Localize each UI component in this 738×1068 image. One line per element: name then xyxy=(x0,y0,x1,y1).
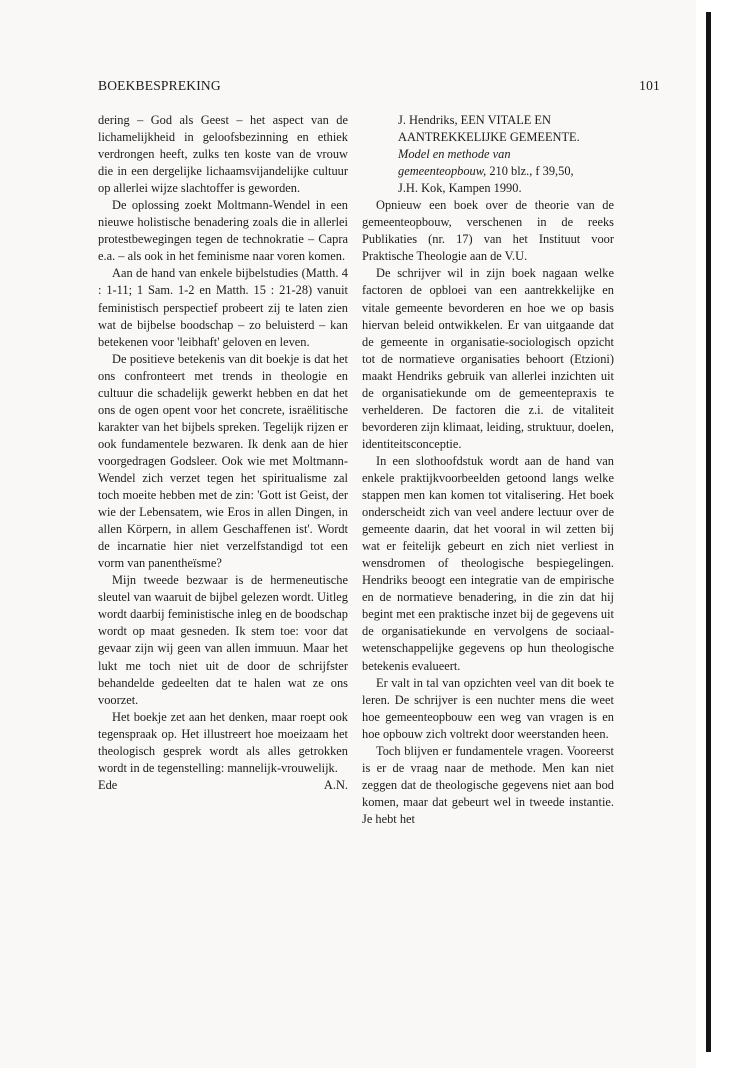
book-subtitle: Model en methode van gemeenteopbouw, xyxy=(398,147,511,179)
section-title: BOEKBESPREKING xyxy=(98,78,221,93)
paragraph: In een slothoofdstuk wordt aan de hand van enkele praktijkvoorbeelden getoond langs welke stappen men kan komen tot vitalisering. Het boek onderscheidt zich van veel andere lectuur over de gemeente daarin, dat het vooral in wil zetten bij wat er feitelijk gebeurt en zich niet verliest in wensdromen of theologische bespiegelingen. Hendriks beoogt een integratie van de empirische en de normatieve benadering, in die zin dat hij begint met een praktische inzet bij de gegevens uit de organisatiekunde en vervolgens de sociaal-wetenschappelijke gegevens op hun theologische betekenis evalueert. xyxy=(362,453,614,673)
paragraph: De schrijver wil in zijn boek nagaan welke factoren de opbloei van een aantrekkelijke en vitale gemeente bevorderen en hoe we op basis hiervan beleid ontwikkelen. Er van uitgaande dat de gemeente in organisatie-sociologisch opzicht tot de normatieve organisaties behoort (Etzioni) maakt Hendriks gebruik van allerlei inzichten uit de organisatiekunde om de gemeentepraxis te verhelderen. De factoren die z.i. de vitaliteit bevorderen zijn klimaat, leiding, struktuur, doelen, identiteitsconceptie. xyxy=(362,266,614,451)
paragraph: Er valt in tal van opzichten veel van dit boek te leren. De schrijver is een nuchter mens die weet hoe gemeenteopbouw een weg van vragen is en hoe opbouw zich voltrekt door weerstanden heen. xyxy=(362,675,614,741)
paragraph: Mijn tweede bezwaar is de hermeneutische sleutel van waaruit de bijbel gelezen wordt. Uitleg wordt daarbij feministische inleg en de boodschap wordt op maat gesneden. Ik stem toe: voor dat gevaar zijn wij geen van allen immuun. Maar het lukt me toch niet uit de door de schrijfster behandelde gedeelten dat te halen wat ze ons voorzet. xyxy=(98,573,348,707)
paragraph: Het boekje zet aan het denken, maar roept ook tegenspraak op. Het illustreert hoe moeizaam het theologisch gesprek wordt als alles getrokken wordt in de tegenstelling: mannelijk-vrouwelijk. xyxy=(98,709,348,775)
signature-place: Ede xyxy=(98,777,118,792)
paragraph: De oplossing zoekt Moltmann-Wendel in een nieuwe holistische benadering zoals die in allerlei protestbewegingen tegen de technokratie – Capra e.a. – als ook in het feminisme naar voren komen. xyxy=(98,198,348,264)
page-number: 101 xyxy=(639,78,660,93)
page-edge xyxy=(696,0,738,1068)
paragraph: dering – God als Geest – het aspect van de lichamelijkheid in geloofsbezinning en ethiek verdrongen heeft, zulks ten koste van de vrouw die in een dergelijke lichaamsvijandelijke cultuur op allerlei wijze slachtoffer is geworden. xyxy=(98,113,348,196)
right-column xyxy=(362,112,614,828)
book-reference xyxy=(362,112,614,197)
paragraph: Aan de hand van enkele bijbelstudies (Matth. 4 : 1-11; 1 Sam. 1-2 en Matth. 15 : 21-28) vanuit feministisch perspectief probeert zij te laten zien wat de bijbelse boodschap – zo beluisterd – kan betekenen voor 'leibhaft' geloven en leven. xyxy=(98,266,348,349)
signature xyxy=(98,777,348,794)
signature-initials: A.N. xyxy=(323,777,348,792)
paragraph: De positieve betekenis van dit boekje is dat het ons confronteert met trends in theologie en cultuur die schadelijk gewerkt hebben en dat het ons de ogen opent voor het concrete, israëlitische karakter van het bijbels spreken. Tegelijk rijzen er ook fundamentele bezwaren. Ik denk aan de hier voorgedragen Godsleer. Ook wie met Moltmann-Wendel zich verzet tegen het spiritualisme zal toch moeite hebben met de zin: 'Gott ist Geist, der wie der Lebensatem, wie Eros in allen Dingen, in allen Körpern, in allem Geschaffenen ist'. Wordt de incarnatie hier niet verzelfstandigd tot een vorm van panentheïsme? xyxy=(98,351,348,571)
book-author-title: J. Hendriks, EEN VITALE EN AANTREKKELIJKE GEMEENTE. xyxy=(398,113,580,145)
paragraph: Toch blijven er fundamentele vragen. Vooreerst is er de vraag naar de methode. Men kan niet zeggen dat de theologische gegevens niet aan bod komen, maar dat gebeurt wel in tweede instantie. Je hebt het xyxy=(362,743,614,826)
left-column xyxy=(98,112,348,794)
book-details: 210 blz., f 39,50, J.H. Kok, Kampen 1990. xyxy=(398,164,574,196)
paragraph: Opnieuw een boek over de theorie van de gemeenteopbouw, verschenen in de reeks Publikaties (nr. 17) van het Instituut voor Praktische Theologie aan de V.U. xyxy=(362,198,614,264)
